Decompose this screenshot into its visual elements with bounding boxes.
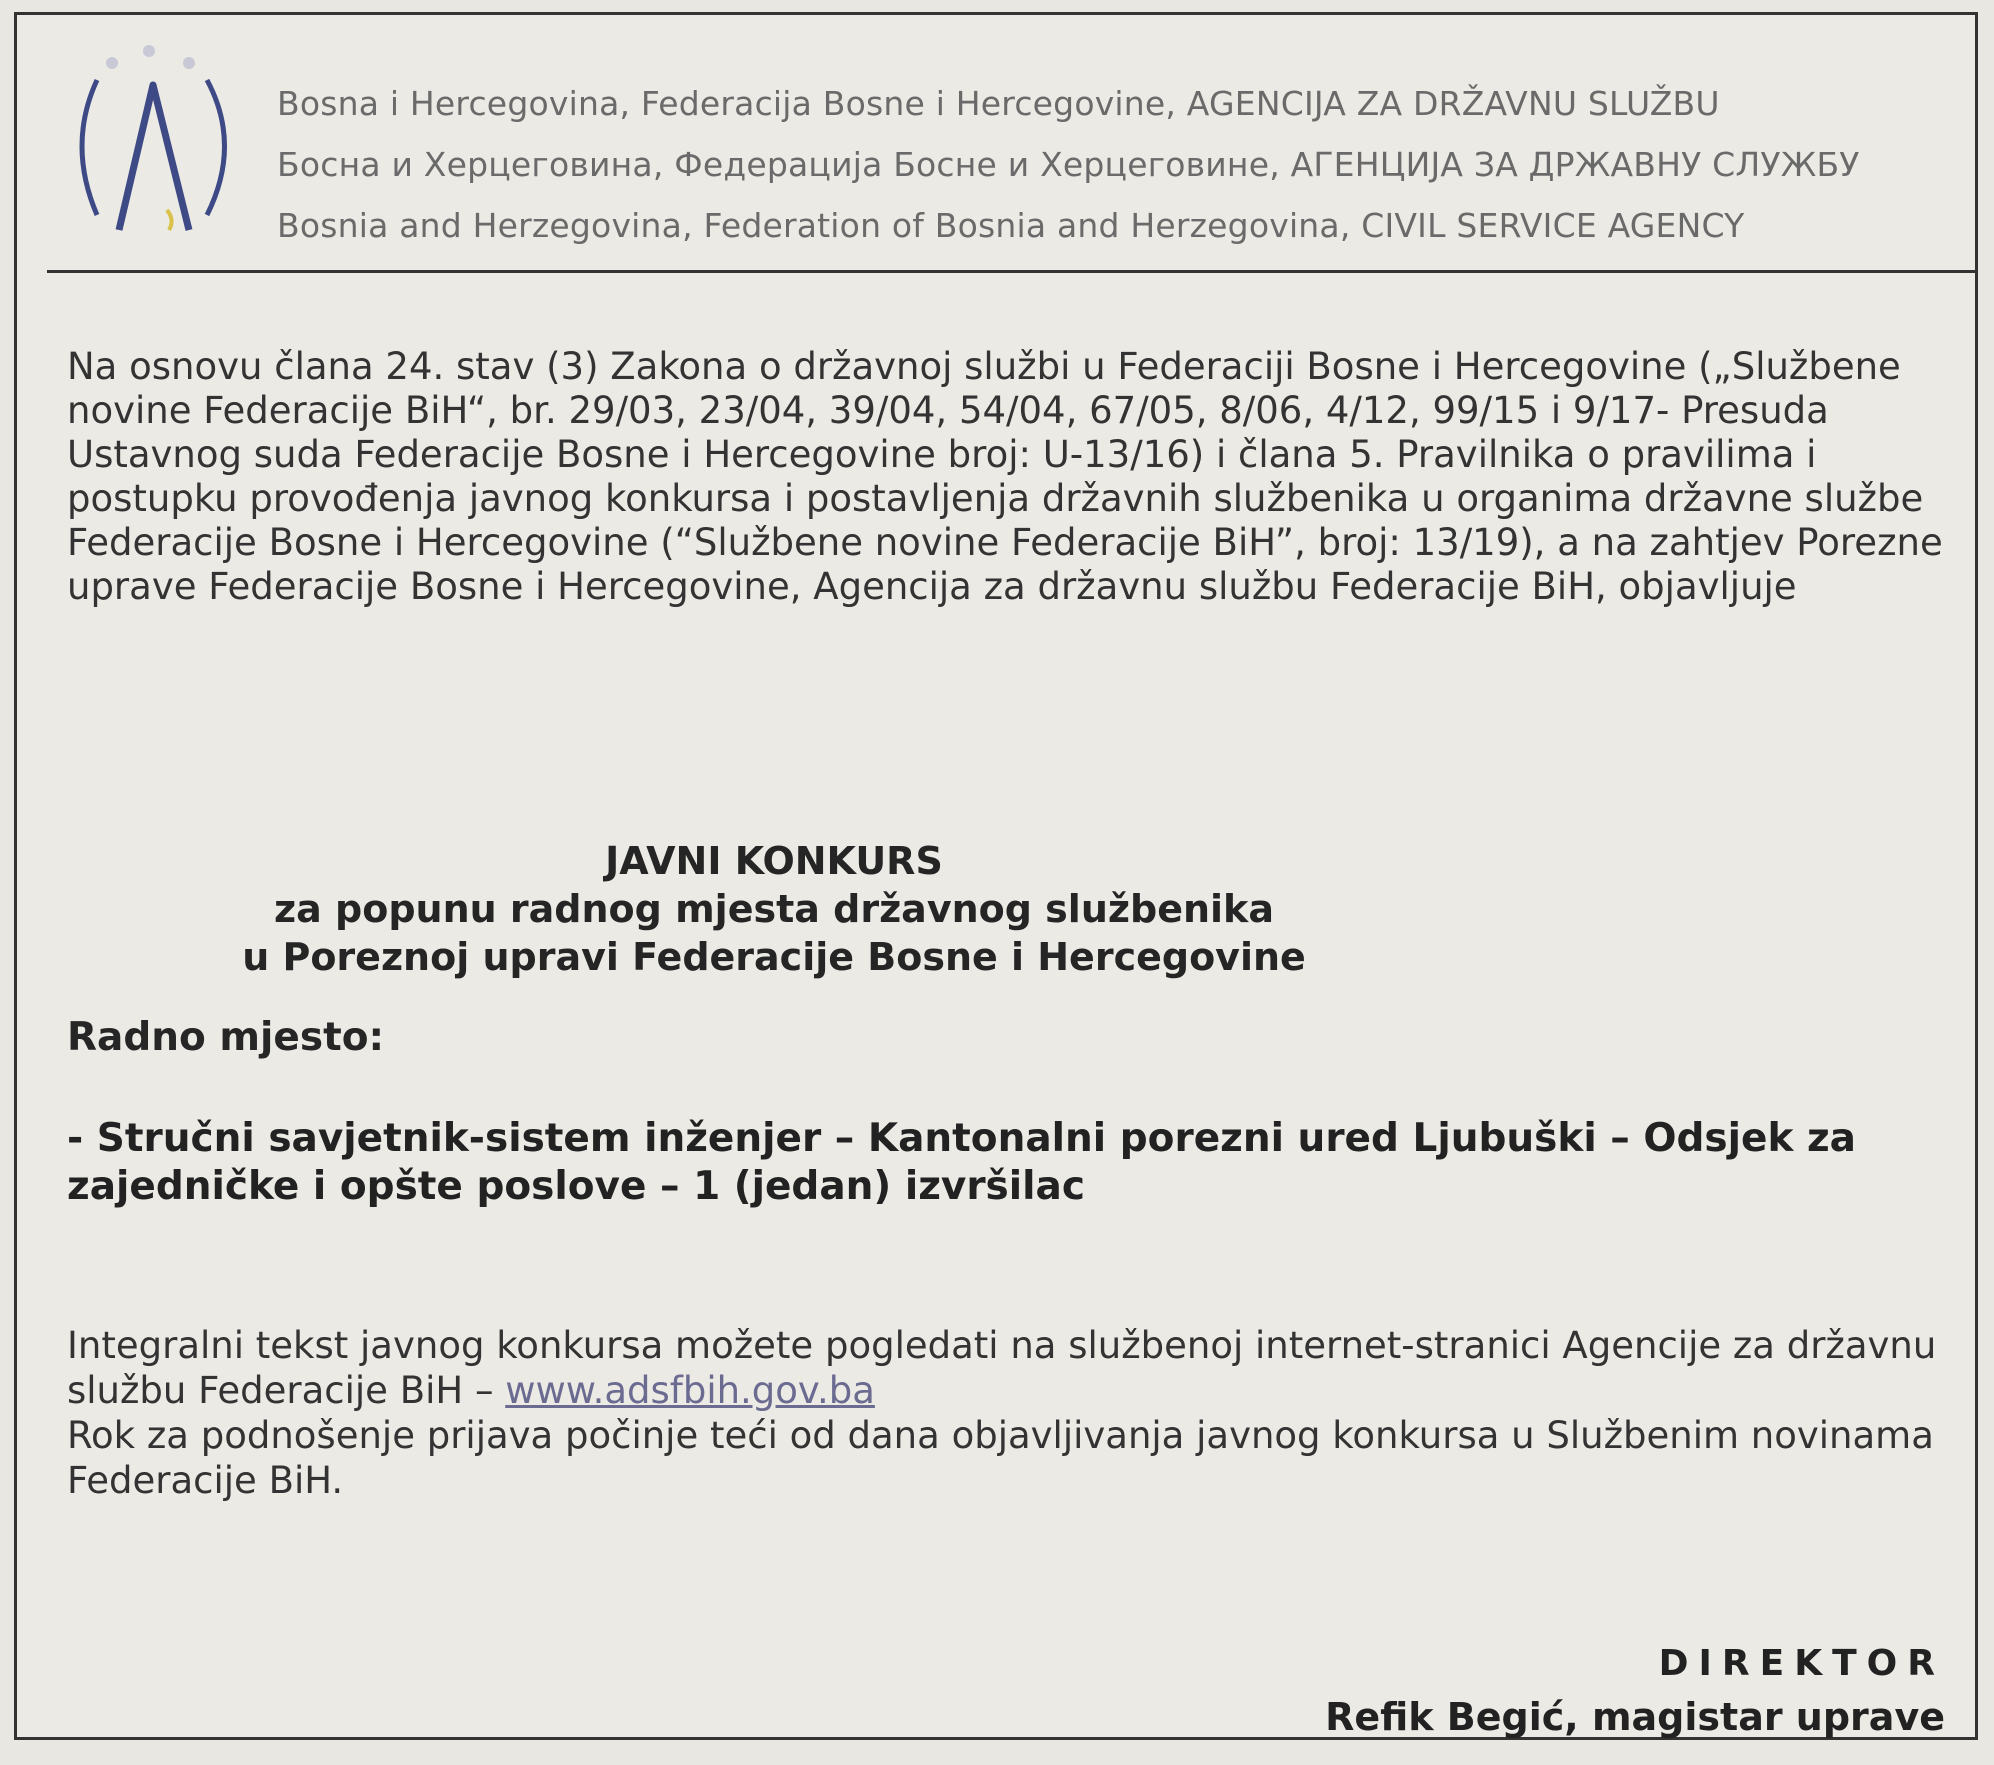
announcement-page	[14, 12, 1978, 1740]
header-line-cyrillic: Босна и Херцеговина, Федерација Босне и Херцеговине, АГЕНЦИЈА ЗА ДРЖАВНУ СЛУЖБУ	[277, 145, 1860, 184]
header-line-english: Bosnia and Herzegovina, Federation of Bosnia and Herzegovina, CIVIL SERVICE AGENCY	[277, 206, 1745, 245]
position-item: - Stručni savjetnik-sistem inženjer – Kantonalni porezni ured Ljubuški – Odsjek za zajedničke i opšte poslove – 1 (jedan) izvršilac	[67, 1116, 1856, 1209]
deadline-text: Rok za podnošenje prijava počinje teći od dana objavljivanja javnog konkursa u Službenim novinama Federacije BiH.	[67, 1414, 1934, 1502]
header-line-bosnian: Bosna i Hercegovina, Federacija Bosne i Hercegovine, AGENCIJA ZA DRŽAVNU SLUŽBU	[277, 84, 1720, 123]
signature-name: Refik Begić, magistar uprave	[1325, 1695, 1945, 1739]
agency-header	[277, 73, 1977, 256]
footer-block	[67, 1323, 1967, 1503]
position-label: Radno mjesto:	[67, 1015, 385, 1060]
agency-logo-icon	[57, 35, 257, 245]
footer-text: Integralni tekst javnog konkursa možete pogledati na službenoj internet-stranici Agencije za državnu službu Federacije BiH –	[67, 1324, 1937, 1412]
intro-paragraph: Na osnovu člana 24. stav (3) Zakona o državnoj službi u Federaciji Bosne i Hercegovine („Službene novine Federacije BiH“, br. 29/03, 23/04, 39/04, 54/04, 67/05, 8/06, 4/12, 99/15 i 9/17- Presuda Ustavnog suda Federacije Bosne i Hercegovine broj: U-13/16) i člana 5. Pravilnika o pravilima i postupku provođenja javnog konkursa i postavljenja državnih službenika u organima državne službe Federacije Bosne i Hercegovine (“Službene novine Federacije BiH”, broj: 13/19), a na zahtjev Porezne uprave Federacije Bosne i Hercegovine, Agencija za državnu službu Federacije BiH, objavljuje	[67, 345, 1943, 608]
announcement-title	[17, 837, 1531, 981]
title-line-1: JAVNI KONKURS	[605, 839, 943, 883]
title-line-2: za popunu radnog mjesta državnog službenika	[274, 887, 1274, 931]
agency-website-link[interactable]: www.adsfbih.gov.ba	[505, 1369, 875, 1412]
header-divider	[47, 270, 1977, 273]
signature-role: DIREKTOR	[1658, 1643, 1945, 1684]
title-line-3: u Poreznoj upravi Federacije Bosne i Hercegovine	[242, 935, 1306, 979]
